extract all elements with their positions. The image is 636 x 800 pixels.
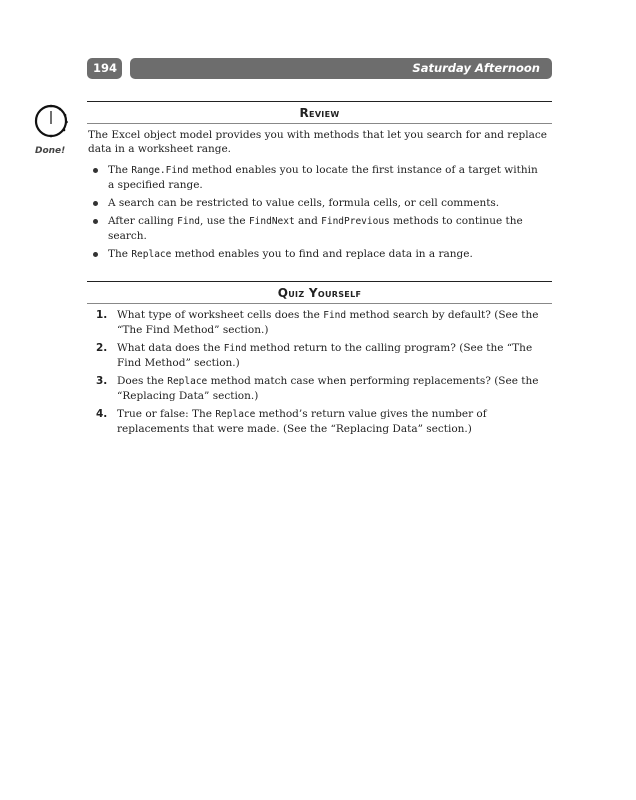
section-rule — [87, 101, 552, 102]
section-subrule — [87, 303, 552, 304]
quiz-item: 4. True or false: The Replace method’s return value gives the number of replacements that were made. (See the “Replacing Data” section.) — [96, 408, 487, 435]
quiz-item: 1. What type of worksheet cells does the Find method search by default? (See the “The Find Method” section.) — [96, 309, 539, 336]
quiz-list — [96, 308, 541, 440]
review-intro: The Excel object model provides you with methods that let you search for and replace data in a worksheet range. — [88, 129, 547, 155]
list-item: After calling Find, use the FindNext and FindPrevious methods to continue the search. — [92, 214, 542, 243]
quiz-item: 3. Does the Replace method match case when performing replacements? (See the “Replacing Data” section.) — [96, 375, 539, 402]
list-item: The Replace method enables you to find and replace data in a range. — [92, 247, 542, 262]
quiz-item: 2. What data does the Find method return to the calling program? (See the “The Find Method” section.) — [96, 342, 533, 369]
review-heading: Review — [299, 106, 340, 120]
review-list — [92, 163, 542, 266]
section-subrule — [87, 123, 552, 124]
stopwatch-done-icon — [33, 102, 73, 142]
list-item: A search can be restricted to value cells, formula cells, or cell comments. — [92, 196, 542, 210]
done-label: Done! — [35, 146, 66, 156]
running-header: Saturday Afternoon — [130, 58, 552, 79]
list-item: The Range.Find method enables you to locate the first instance of a target within a specified range. — [92, 163, 542, 192]
quiz-heading: Quiz Yourself — [277, 286, 362, 300]
section-rule — [87, 281, 552, 282]
page-number: 194 — [87, 58, 122, 79]
